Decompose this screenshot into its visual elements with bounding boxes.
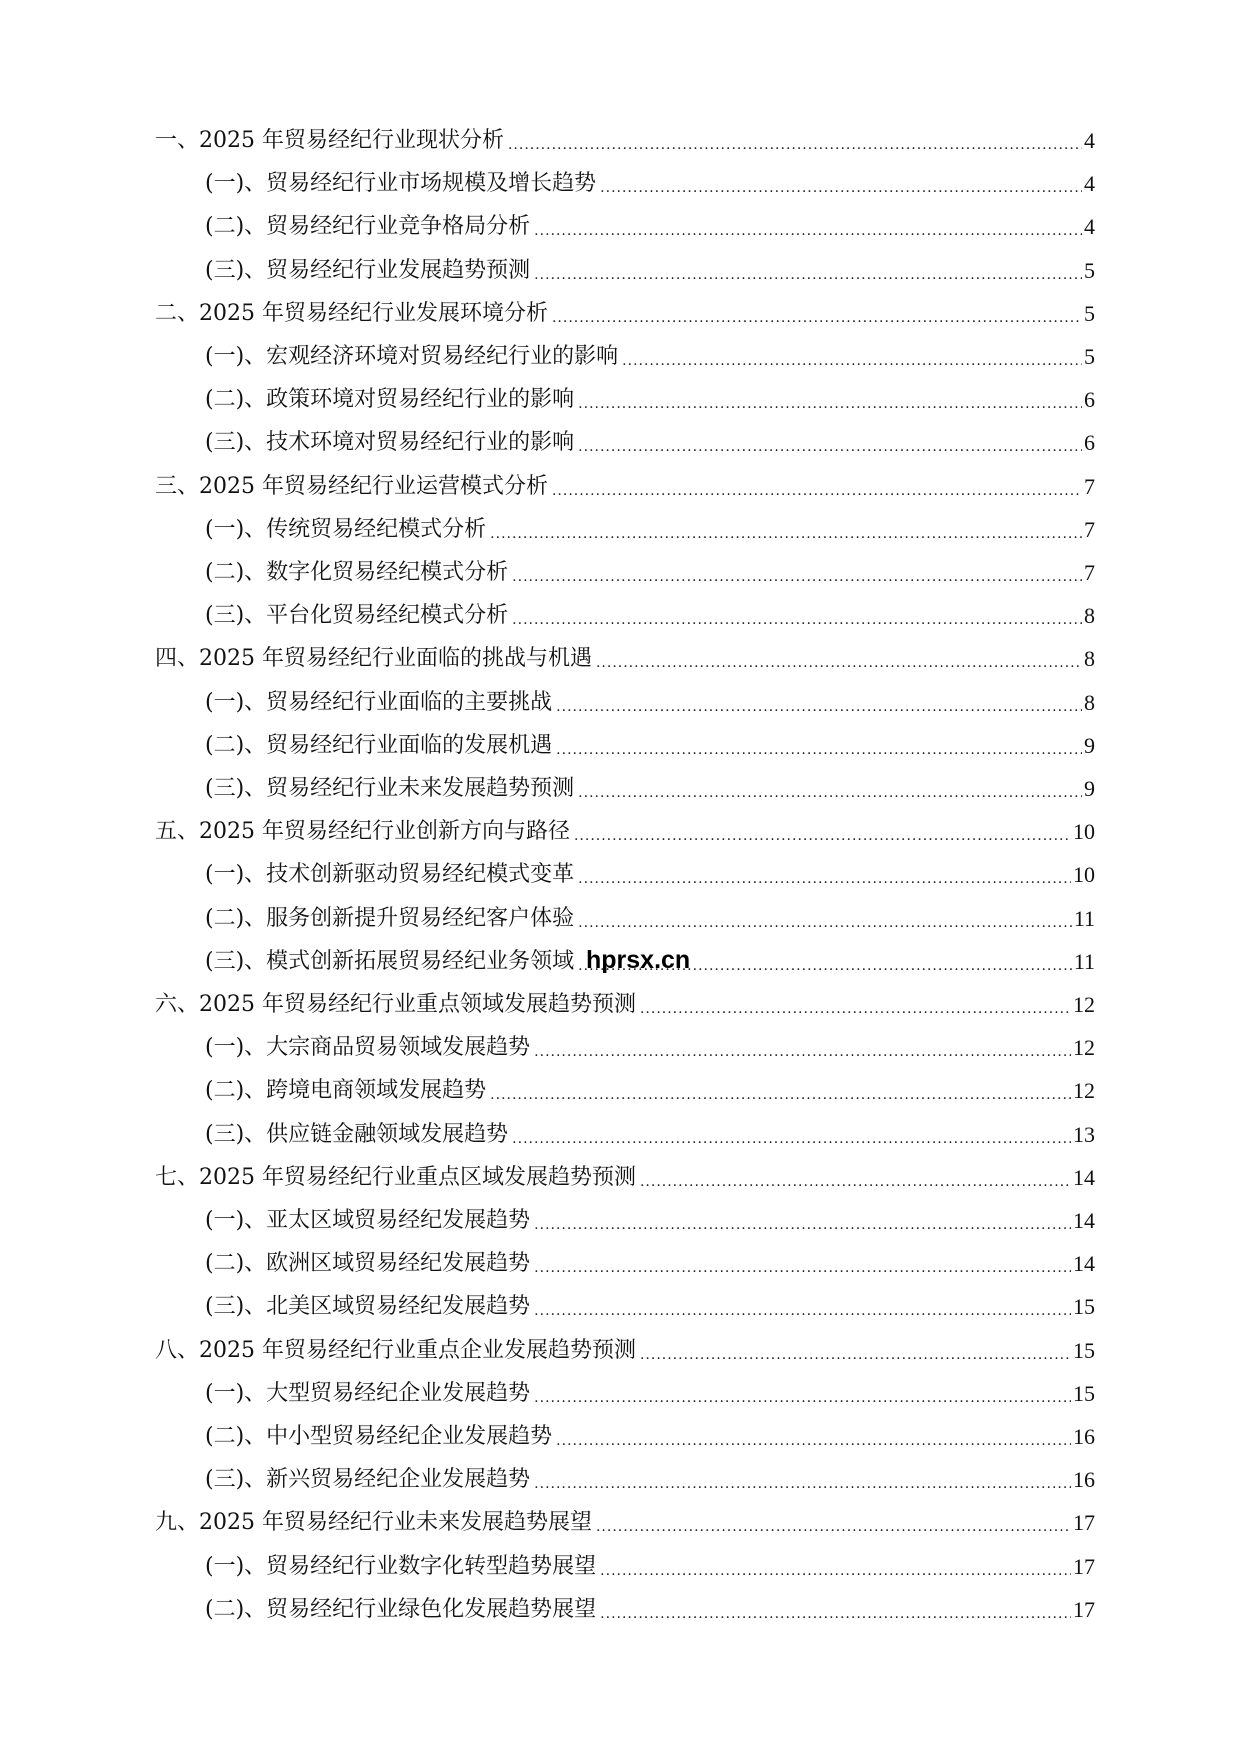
toc-section-entry[interactable] [205,212,1095,242]
toc-section-entry[interactable] [205,860,1095,890]
toc-page-number: 8 [1084,689,1095,715]
toc-section-entry[interactable] [205,515,1095,545]
toc-page-number: 10 [1073,862,1095,888]
toc-section-entry[interactable] [205,169,1095,199]
toc-section-entry[interactable] [205,1552,1095,1582]
toc-page-number: 15 [1073,1380,1095,1406]
toc-page-number: 12 [1073,1078,1095,1104]
toc-dot-leader [490,523,1082,545]
toc-section-entry[interactable] [205,385,1095,415]
toc-entry-title: (三)、贸易经纪行业发展趋势预测 [205,257,531,283]
toc-section-entry[interactable] [205,1249,1095,1279]
toc-dot-leader [534,1257,1071,1279]
toc-dot-leader [578,868,1071,890]
toc-entry-title: 五、2025 年贸易经纪行业创新方向与路径 [155,819,570,845]
toc-entry-title: (一)、大宗商品贸易领域发展趋势 [205,1035,531,1061]
toc-dot-leader [534,1041,1071,1063]
toc-entry-title: 四、2025 年贸易经纪行业面临的挑战与机遇 [155,646,592,672]
toc-dot-leader [578,436,1082,458]
toc-section-entry[interactable] [205,1076,1095,1106]
toc-section-entry[interactable] [205,774,1095,804]
toc-entry-title: 一、2025 年贸易经纪行业现状分析 [155,128,504,153]
toc-dot-leader [534,220,1082,242]
toc-chapter-entry[interactable] [155,1508,1095,1538]
toc-section-entry[interactable] [205,601,1095,631]
toc-entry-title: (二)、贸易经纪行业绿色化发展趋势展望 [205,1596,597,1622]
toc-dot-leader [596,652,1082,674]
toc-entry-title: (一)、大型贸易经纪企业发展趋势 [205,1380,531,1406]
toc-entry-title: 八、2025 年贸易经纪行业重点企业发展趋势预测 [155,1337,636,1363]
toc-dot-leader [596,1516,1071,1538]
toc-dot-leader [534,1387,1071,1409]
toc-page-number: 9 [1084,776,1095,801]
toc-page-number: 7 [1084,560,1095,585]
toc-entry-title: (二)、政策环境对贸易经纪行业的影响 [205,387,575,413]
toc-section-entry[interactable] [205,1422,1095,1452]
toc-dot-leader [578,912,1072,934]
toc-entry-title: (一)、传统贸易经纪模式分析 [205,516,487,542]
toc-section-entry[interactable] [205,1465,1095,1495]
toc-dot-leader [490,1084,1071,1106]
toc-dot-leader [640,1171,1071,1193]
toc-page-number: 13 [1073,1121,1095,1147]
toc-section-entry[interactable] [205,1379,1095,1409]
toc-page-number: 11 [1073,905,1095,931]
toc-section-entry[interactable] [205,428,1095,458]
toc-section-entry[interactable] [205,1120,1095,1150]
toc-dot-leader [578,393,1082,415]
toc-dot-leader [534,1473,1071,1495]
toc-section-entry[interactable] [205,256,1095,286]
toc-page-number: 12 [1073,1035,1095,1061]
toc-page-number: 5 [1084,300,1095,326]
toc-chapter-entry[interactable] [155,299,1095,329]
toc-page-number: 4 [1084,128,1095,153]
toc-page-number: 16 [1073,1424,1095,1449]
toc-dot-leader [552,480,1082,502]
toc-page-number: 5 [1084,257,1095,283]
toc-dot-leader [574,825,1071,847]
toc-dot-leader [556,739,1082,761]
toc-entry-title: (三)、技术环境对贸易经纪行业的影响 [205,430,575,456]
toc-entry-title: (一)、亚太区域贸易经纪发展趋势 [205,1208,531,1233]
toc-page-number: 6 [1084,430,1095,456]
toc-entry-title: (二)、数字化贸易经纪模式分析 [205,560,509,585]
toc-dot-leader [552,307,1082,329]
toc-entry-title: (一)、宏观经济环境对贸易经纪行业的影响 [205,344,619,369]
toc-entry-title: (一)、技术创新驱动贸易经纪模式变革 [205,862,575,888]
watermark: hprsx.cn [586,946,691,974]
toc-entry-title: (三)、北美区域贸易经纪发展趋势 [205,1294,531,1320]
toc-entry-title: 六、2025 年贸易经纪行业重点领域发展趋势预测 [155,992,636,1017]
toc-page-number: 12 [1073,992,1095,1017]
toc-chapter-entry[interactable] [155,644,1095,674]
toc-dot-leader [512,609,1082,631]
toc-dot-leader [600,1603,1071,1625]
toc-entry-title: (二)、贸易经纪行业面临的发展机遇 [205,732,553,758]
toc-section-entry[interactable] [205,1595,1095,1625]
toc-section-entry[interactable] [205,342,1095,372]
toc-section-entry[interactable] [205,731,1095,761]
toc-entry-title: (二)、中小型贸易经纪企业发展趋势 [205,1424,553,1449]
toc-entry-title: 七、2025 年贸易经纪行业重点区域发展趋势预测 [155,1164,636,1190]
toc-dot-leader [534,264,1082,286]
toc-dot-leader [640,1344,1071,1366]
toc-page-number: 14 [1073,1208,1095,1233]
toc-dot-leader [600,177,1082,199]
toc-page-number: 8 [1084,646,1095,672]
toc-dot-leader [622,350,1082,372]
toc-chapter-entry[interactable] [155,126,1095,156]
toc-page-number: 8 [1084,603,1095,629]
toc-dot-leader [640,998,1071,1020]
toc-entry-title: (三)、模式创新拓展贸易经纪业务领域 [205,948,575,974]
toc-section-entry[interactable] [205,1206,1095,1236]
toc-page-number: 16 [1073,1467,1095,1493]
toc-page-number: 14 [1073,1251,1095,1277]
toc-section-entry[interactable] [205,688,1095,718]
toc-page-number: 9 [1084,732,1095,758]
toc-page-number: 14 [1073,1164,1095,1190]
toc-entry-title: (一)、贸易经纪行业面临的主要挑战 [205,689,553,715]
toc-entry-title: (三)、平台化贸易经纪模式分析 [205,603,509,629]
toc-entry-title: (二)、欧洲区域贸易经纪发展趋势 [205,1251,531,1277]
toc-page-number: 7 [1084,473,1095,499]
toc-dot-leader [512,1128,1071,1150]
toc-section-entry[interactable] [205,1292,1095,1322]
toc-entry-title: 二、2025 年贸易经纪行业发展环境分析 [155,300,548,326]
toc-dot-leader [600,1560,1071,1582]
toc-page-number: 6 [1084,387,1095,413]
toc-page-number: 11 [1073,948,1095,974]
toc-page-number: 4 [1084,171,1095,197]
toc-page-number: 10 [1073,819,1095,845]
toc-page-number: 5 [1084,344,1095,369]
toc-entry-title: (一)、贸易经纪行业数字化转型趋势展望 [205,1553,597,1579]
toc-chapter-entry[interactable] [155,990,1095,1020]
toc-dot-leader [512,566,1082,588]
toc-section-entry[interactable] [205,558,1095,588]
toc-page-number: 17 [1073,1510,1095,1536]
toc-chapter-entry[interactable] [155,472,1095,502]
toc-dot-leader [556,1430,1071,1452]
toc-dot-leader [508,134,1082,156]
toc-entry-title: 三、2025 年贸易经纪行业运营模式分析 [155,473,548,499]
toc-section-entry[interactable] [205,904,1095,934]
toc-entry-title: (二)、跨境电商领域发展趋势 [205,1078,487,1104]
toc-entry-title: (一)、贸易经纪行业市场规模及增长趋势 [205,171,597,197]
toc-dot-leader [534,1214,1071,1236]
toc-page-number: 17 [1073,1553,1095,1579]
toc-page-number: 4 [1084,214,1095,240]
toc-entry-title: (三)、贸易经纪行业未来发展趋势预测 [205,776,575,801]
toc-chapter-entry[interactable] [155,1336,1095,1366]
toc-dot-leader [556,696,1082,718]
toc-entry-title: 九、2025 年贸易经纪行业未来发展趋势展望 [155,1510,592,1536]
toc-entry-title: (三)、新兴贸易经纪企业发展趋势 [205,1467,531,1493]
toc-entry-title: (二)、贸易经纪行业竞争格局分析 [205,214,531,240]
toc-page-number: 15 [1073,1294,1095,1320]
toc-entry-title: (二)、服务创新提升贸易经纪客户体验 [205,905,575,931]
toc-page-number: 17 [1073,1596,1095,1622]
toc-section-entry[interactable] [205,1033,1095,1063]
toc-entry-title: (三)、供应链金融领域发展趋势 [205,1121,509,1147]
toc-page-number: 15 [1073,1337,1095,1363]
toc-dot-leader [578,782,1082,804]
toc-page-number: 7 [1084,516,1095,542]
toc-chapter-entry[interactable] [155,817,1095,847]
toc-dot-leader [534,1300,1071,1322]
toc-chapter-entry[interactable] [155,1163,1095,1193]
